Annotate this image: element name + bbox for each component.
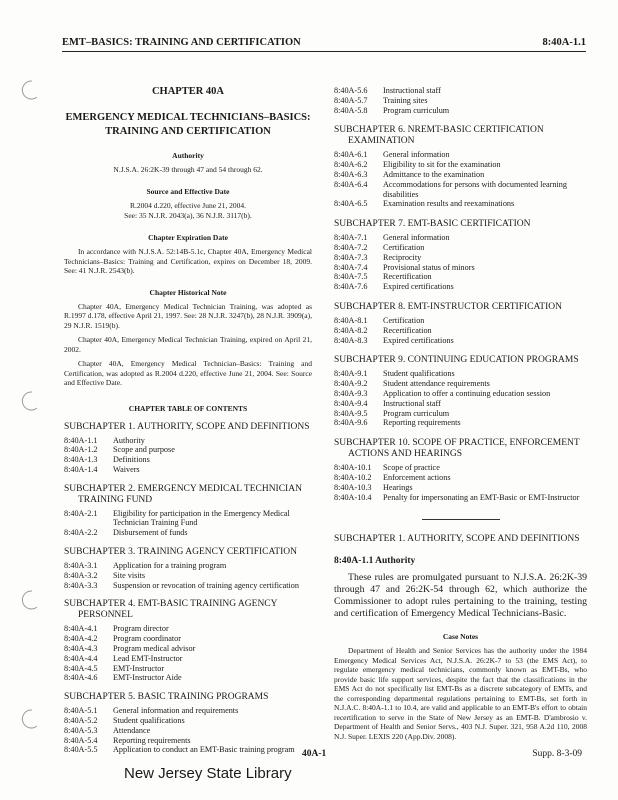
toc-item [64,706,312,716]
toc-item-number: 8:40A-5.7 [334,95,368,105]
toc-item-number: 8:40A-10.1 [334,463,372,473]
toc-subchapter-title: SUBCHAPTER 9. CONTINUING EDUCATION PROGRAMS [334,355,579,366]
toc-item [334,272,587,282]
header-section-number: 8:40A-1.1 [542,37,586,48]
toc-subchapter-title: SUBCHAPTER 8. EMT-INSTRUCTOR CERTIFICATION [334,301,562,312]
case-notes-text: Department of Health and Senior Services has the authority under the 1984 Emergency Medical Services Act, N.J.S.A. 26:2K-7 to 53 (the EMS Act), to regulate emergency medical technicians, commonly known as EMT-Bs, who provide basic life support services, despite the fact that the classifications in the EMS Act do not specifically list EMT-Bs as a discrete subcategory of EMTs, and the corresponding departmental regulations pertaining to EMT-Bs, set forth in N.J.A.C. 8:40A-1.1 to 10.4, are valid and applicable to an EMT-B's effort to obtain recertification to serve in the State of New Jersey as an EMT-B. D'ambrosio v. Department of Health and Senior Servs., 403 N.J. Super. 321, 958 A.2d 110, 2008 N.J. Super. LEXIS 220 (App.Div. 2008). [334,646,587,741]
toc-item [334,379,587,389]
toc-item [334,96,587,106]
toc-item-number: 8:40A-4.1 [64,624,98,634]
toc-item-text: Application for a training program [113,561,227,571]
toc-section-list [334,369,587,428]
toc-item [334,233,587,243]
toc-item-number: 8:40A-5.6 [334,86,368,95]
toc-item-text: EMT-Instructor Aide [113,673,182,683]
toc-item-number: 8:40A-8.3 [334,335,368,345]
toc-item-number: 8:40A-6.2 [334,160,368,170]
toc-item [334,160,587,170]
toc-item-number: 8:40A-9.5 [334,408,368,418]
toc-item-text: Examination results and reexaminations [383,199,515,209]
toc-item-number: 8:40A-5.1 [64,706,98,716]
toc-item [64,644,312,654]
toc-item-text: General information and requirements [113,706,239,716]
toc-section-list [334,463,587,502]
chapter-number: CHAPTER 40A [151,86,225,97]
authority-text: N.J.S.A. 26:2K-39 through 47 and 54 through 62. [113,165,263,174]
toc-section-list [64,706,312,755]
toc-item [334,473,587,483]
toc-item-text: Program coordinator [113,634,181,644]
left-column [64,86,312,755]
toc-item [64,509,312,529]
punch-hole-mark [18,78,42,102]
toc-item-number: 8:40A-5.3 [64,725,98,735]
toc-item-text: Eligibility for participation in the Emergency Medical Technician Training Fund [113,508,290,528]
toc-item-text: Program medical advisor [113,644,196,654]
toc-item [64,445,312,455]
toc-item-text: Scope and purpose [113,445,175,455]
toc-item-text: Recertification [383,272,432,282]
toc-item-number: 8:40A-9.3 [334,388,368,398]
toc-item-number: 8:40A-3.2 [64,570,98,580]
toc-item-number: 8:40A-10.2 [334,472,372,482]
toc-item-number: 8:40A-3.3 [64,580,98,590]
toc-item-number: 8:40A-5.2 [64,716,98,726]
toc-item [334,282,587,292]
supplement-date: Supp. 8-3-09 [532,749,582,759]
toc-item-text: Scope of practice [383,463,440,473]
toc-item-text: Program director [113,624,169,634]
toc-item [334,389,587,399]
toc-item-text: Expired certifications [383,282,454,292]
toc-item-number: 8:40A-4.6 [64,673,98,683]
toc-item-number: 8:40A-8.2 [334,325,368,335]
toc-item-text: Student qualifications [383,369,455,379]
library-stamp: New Jersey State Library [124,765,292,782]
toc-item-text: Student qualifications [113,716,185,726]
toc-item [334,199,587,209]
toc-item-number: 8:40A-9.4 [334,398,368,408]
toc-item [64,571,312,581]
chapter-name-line1: EMERGENCY MEDICAL TECHNICIANS–BASICS: [65,112,311,123]
toc-item-number: 8:40A-10.3 [334,482,372,492]
toc-item-text: Hearings [383,482,413,492]
toc-item [334,493,587,503]
toc-section-list [64,436,312,475]
toc-item-text: Provisional status of minors [383,262,475,272]
toc-item-text: Attendance [113,725,151,735]
toc-item-text: EMT-Instructor [113,663,165,673]
toc-item-text: Application to conduct an EMT-Basic training program [113,745,295,755]
toc-item-text: Reciprocity [383,252,422,262]
section-text: These rules are promulgated pursuant to N.J.S.A. 26:2K-39 through 47 and 26:2K-54 through 62, which authorize the Commissioner to adopt rules pertaining to the training, testing and certification of Emergency Medical Technicians-Basic. [334,572,587,620]
toc-item-number: 8:40A-4.4 [64,653,98,663]
toc-item-text: Disbursement of funds [113,528,188,538]
toc-item [334,106,587,116]
toc-item [64,716,312,726]
toc-right [334,86,587,502]
toc-item [64,465,312,475]
toc-section-list [64,509,312,538]
toc-item-number: 8:40A-9.2 [334,379,368,389]
toc-item [64,673,312,683]
toc-item [334,483,587,493]
toc-item [334,150,587,160]
toc-item [64,455,312,465]
toc-item-text: Enforcement actions [383,472,451,482]
toc-subchapter-title: SUBCHAPTER 4. EMT-BASIC TRAINING AGENCY PERSONNEL [64,599,278,621]
toc-item [64,624,312,634]
toc-item-number: 8:40A-6.1 [334,150,368,160]
toc-item-number: 8:40A-6.3 [334,169,368,179]
toc-item-number: 8:40A-4.3 [64,644,98,654]
toc-section-list [334,86,587,115]
toc-item [64,561,312,571]
toc-item-number: 8:40A-1.2 [64,445,98,455]
punch-hole-mark [18,588,42,612]
toc-section-list [334,316,587,345]
toc-item-text: Admittance to the examination [383,169,485,179]
toc-item [334,369,587,379]
toc-item [64,581,312,591]
toc-item [64,528,312,538]
expiration-heading: Chapter Expiration Date [148,233,228,242]
toc-item-text: Expired certifications [383,335,454,345]
section-heading: 8:40A-1.1 Authority [334,556,416,567]
toc-subchapter-title: SUBCHAPTER 5. BASIC TRAINING PROGRAMS [64,692,269,703]
page-number: 40A-1 [302,749,327,759]
toc-item-number: 8:40A-5.5 [64,745,98,755]
toc-item-text: Student attendance requirements [383,379,490,389]
toc-item [64,726,312,736]
toc-item-text: Recertification [383,325,432,335]
toc-item [334,253,587,263]
toc-section-list [64,624,312,683]
history-paragraph-1: Chapter 40A, Emergency Medical Technician Training, was adopted as R.1997 d.178, effective April 21, 1997. See: 28 N.J.R. 3247(b), 28 N.J.R. 3909(a), 29 N.J.R. 1519(b). [64,301,312,330]
toc-subchapter-title: SUBCHAPTER 6. NREMT-BASIC CERTIFICATION EXAMINATION [334,125,544,147]
toc-item-text: Instructional staff [383,86,441,95]
toc-subchapter-title: SUBCHAPTER 1. AUTHORITY, SCOPE AND DEFINITIONS [64,421,310,432]
history-paragraph-3: Chapter 40A, Emergency Medical Technician–Basics: Training and Certification, was adopted as R.2004 d.220, effective June 21, 2004. See: Source and Effective Date. [64,359,312,387]
toc-item-text: Application to offer a continuing education session [383,388,551,398]
toc-item-text: Accommodations for persons with documented learning disabilities [383,179,567,199]
toc-item [64,664,312,674]
toc-item [334,409,587,419]
toc-item [334,170,587,180]
toc-item-text: Lead EMT-Instructor [113,653,183,663]
toc-item-text: Certification [383,315,425,325]
toc-item-text: Program curriculum [383,408,450,418]
toc-item-text: Authority [113,435,145,445]
toc-item-text: General information [383,233,450,243]
source-line2: See: 35 N.J.R. 2043(a), 36 N.J.R. 3117(b). [124,211,252,220]
toc-item-number: 8:40A-9.1 [334,369,368,379]
toc-item-number: 8:40A-9.6 [334,418,368,428]
case-notes-heading: Case Notes [442,632,479,642]
toc-item-number: 8:40A-7.1 [334,233,368,243]
running-header [62,37,586,52]
toc-item-text: Suspension or revocation of training agency certification [113,580,299,590]
toc-subchapter-title: SUBCHAPTER 2. EMERGENCY MEDICAL TECHNICIAN TRAINING FUND [64,483,302,505]
section-divider [422,519,500,520]
toc-item-number: 8:40A-4.2 [64,634,98,644]
toc-item-text: Certification [383,242,425,252]
toc-item-number: 8:40A-2.2 [64,528,98,538]
source-heading: Source and Effective Date [146,187,230,196]
toc-item [334,243,587,253]
toc-item-text: Penalty for impersonating an EMT-Basic or EMT-Instructor [383,492,580,502]
toc-item-number: 8:40A-5.8 [334,105,368,115]
toc-item-text: Reporting requirements [383,418,461,428]
punch-hole-mark [18,389,42,413]
toc-item [64,634,312,644]
header-title: EMT–BASICS: TRAINING AND CERTIFICATION [62,37,301,48]
toc-item [334,180,587,200]
right-column [334,86,587,741]
toc-item [334,463,587,473]
toc-item-text: Training sites [383,95,428,105]
toc-item [334,336,587,346]
toc-item-number: 8:40A-7.6 [334,282,368,292]
toc-item-number: 8:40A-8.1 [334,315,368,325]
toc-item [64,745,312,755]
toc-item [334,86,587,96]
toc-section-list [334,233,587,292]
toc-item-text: General information [383,150,450,160]
toc-item [334,326,587,336]
body-subchapter-title: SUBCHAPTER 1. AUTHORITY, SCOPE AND DEFINITIONS [334,534,580,545]
toc-item-number: 8:40A-7.3 [334,252,368,262]
toc-item-text: Reporting requirements [113,735,191,745]
toc-item-number: 8:40A-6.5 [334,199,368,209]
toc-item-text: Waivers [113,464,140,474]
toc-item-text: Definitions [113,455,150,465]
toc-item-number: 8:40A-10.4 [334,492,372,502]
toc-item-number: 8:40A-6.4 [334,179,368,189]
history-heading: Chapter Historical Note [149,287,227,297]
toc-item-text: Instructional staff [383,398,441,408]
source-line1: R.2004 d.220, effective June 21, 2004. [129,201,247,210]
toc-section-list [64,561,312,590]
toc-item [64,436,312,446]
toc-item [334,399,587,409]
history-paragraph-2: Chapter 40A, Emergency Medical Technician Training, expired on April 21, 2002. [64,335,312,354]
toc-item-number: 8:40A-1.4 [64,464,98,474]
toc-item-text: Site visits [113,570,146,580]
toc-item [64,736,312,746]
expiration-text: In accordance with N.J.S.A. 52:14B-5.1c, Chapter 40A, Emergency Medical Technicians–Basics: Training and Certification, expires on December 18, 2009. See: 41 N.J.R. 2543(b). [64,247,312,275]
toc-item [334,418,587,428]
toc-item-text: Eligibility to sit for the examination [383,160,501,170]
toc-item-number: 8:40A-1.3 [64,455,98,465]
toc-heading: CHAPTER TABLE OF CONTENTS [128,403,248,413]
toc-subchapter-title: SUBCHAPTER 10. SCOPE OF PRACTICE, ENFORCEMENT ACTIONS AND HEARINGS [334,438,580,460]
toc-subchapter-title: SUBCHAPTER 3. TRAINING AGENCY CERTIFICATION [64,547,297,558]
toc-item-number: 8:40A-2.1 [64,508,98,518]
toc-subchapter-title: SUBCHAPTER 7. EMT-BASIC CERTIFICATION [334,219,531,230]
toc-item-number: 8:40A-5.4 [64,735,98,745]
toc-item-number: 8:40A-7.5 [334,272,368,282]
authority-heading: Authority [172,151,204,160]
toc-item-number: 8:40A-4.5 [64,663,98,673]
toc-section-list [334,150,587,209]
chapter-name-line2: TRAINING AND CERTIFICATION [105,126,271,137]
toc-left [64,422,312,756]
chapter-name [64,111,312,139]
toc-item-number: 8:40A-1.1 [64,435,98,445]
toc-item [64,654,312,664]
toc-item [334,263,587,273]
toc-item-number: 8:40A-3.1 [64,561,98,571]
toc-item-number: 8:40A-7.4 [334,262,368,272]
punch-hole-mark [18,707,42,731]
toc-item-text: Program curriculum [383,105,450,115]
toc-item [334,316,587,326]
toc-item-number: 8:40A-7.2 [334,242,368,252]
